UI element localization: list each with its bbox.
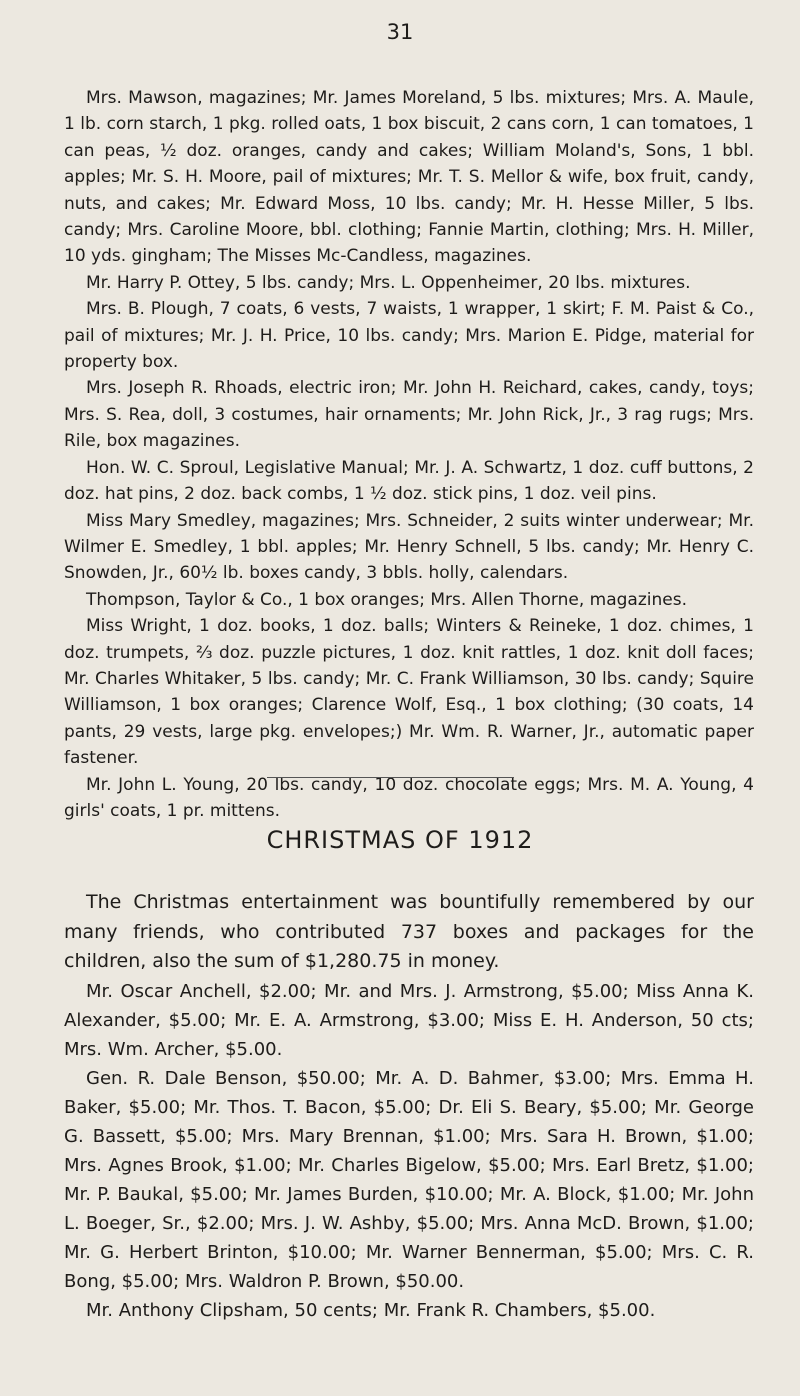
paragraph: Mrs. Mawson, magazines; Mr. James Moreland, 5 lbs. mixtures; Mrs. A. Maule, 1 lb. corn starch, 1 pkg. rolled oats, 1 box biscuit, 2 cans corn, 1 can tomatoes, 1 can peas, ½ doz. oranges, candy and cakes; William Moland's, Sons, 1 bbl. apples; Mr. S. H. Moore, pail of mixtures; Mr. T. S. Mellor & wife, box fruit, candy, nuts, and cakes; Mr. Edward Moss, 10 lbs. candy; Mr. H. Hesse Miller, 5 lbs. candy; Mrs. Caroline Moore, bbl. clothing; Fannie Martin, clothing; Mrs. H. Miller, 10 yds. gingham; The Misses Mc-Candless, magazines. — [64, 88, 754, 267]
paragraph: Mr. Harry P. Ottey, 5 lbs. candy; Mrs. L. Oppenheimer, 20 lbs. mixtures. — [86, 272, 691, 293]
donations-list — [64, 85, 754, 824]
paragraph: Gen. R. Dale Benson, $50.00; Mr. A. D. Bahmer, $3.00; Mrs. Emma H. Baker, $5.00; Mr. Thos. T. Bacon, $5.00; Dr. Eli S. Beary, $5.00; Mr. George G. Bassett, $5.00; Mrs. Mary Brennan, $1.00; Mrs. Sara H. Brown, $1.00; Mrs. Agnes Brook, $1.00; Mr. Charles Bigelow, $5.00; Mrs. Earl Bretz, $1.00; Mr. P. Baukal, $5.00; Mr. James Burden, $10.00; Mr. A. Block, $1.00; Mr. John L. Boeger, Sr., $2.00; Mrs. J. W. Ashby, $5.00; Mrs. Anna McD. Brown, $1.00; Mr. G. Herbert Brinton, $10.00; Mr. Warner Bennerman, $5.00; Mrs. C. R. Bong, $5.00; Mrs. Waldron P. Brown, $50.00. — [64, 1067, 754, 1292]
section-heading: CHRISTMAS OF 1912 — [266, 826, 534, 854]
section-divider — [267, 777, 514, 778]
paragraph: Mrs. B. Plough, 7 coats, 6 vests, 7 waists, 1 wrapper, 1 skirt; F. M. Paist & Co., pail of mixtures; Mr. J. H. Price, 10 lbs. candy; Mrs. Marion E. Pidge, material for property box. — [64, 299, 754, 373]
paragraph: Mrs. Joseph R. Rhoads, electric iron; Mr. John H. Reichard, cakes, candy, toys; Mrs. S. Rea, doll, 3 costumes, hair ornaments; Mr. John Rick, Jr., 3 rag rugs; Mrs. Rile, box magazines. — [64, 378, 754, 452]
intro-paragraph: The Christmas entertainment was bountifully remembered by our many friends, who contributed 737 boxes and packages for the children, also the sum of $1,280.75 in money. — [64, 891, 754, 972]
paragraph: Thompson, Taylor & Co., 1 box oranges; Mrs. Allen Thorne, magazines. — [86, 589, 687, 610]
paragraph: Miss Mary Smedley, magazines; Mrs. Schneider, 2 suits winter underwear; Mr. Wilmer E. Smedley, 1 bbl. apples; Mr. Henry Schnell, 5 lbs. candy; Mr. Henry C. Snowden, Jr., 60½ lb. boxes candy, 3 bbls. holly, calendars. — [64, 510, 754, 584]
page-number: 31 — [386, 20, 414, 44]
paragraph: Hon. W. C. Sproul, Legislative Manual; Mr. J. A. Schwartz, 1 doz. cuff buttons, 2 doz. hat pins, 2 doz. back combs, 1 ½ doz. stick pins, 1 doz. veil pins. — [64, 457, 754, 505]
paragraph: Mr. Oscar Anchell, $2.00; Mr. and Mrs. J. Armstrong, $5.00; Miss Anna K. Alexander, $5.00; Mr. E. A. Armstrong, $3.00; Miss E. H. Anderson, 50 cts; Mrs. Wm. Archer, $5.00. — [64, 980, 754, 1060]
paragraph: Mr. John L. Young, 20 lbs. candy, 10 doz. chocolate eggs; Mrs. M. A. Young, 4 girls' coats, 1 pr. mittens. — [64, 774, 754, 821]
paragraph: Mr. Anthony Clipsham, 50 cents; Mr. Frank R. Chambers, $5.00. — [86, 1299, 656, 1321]
paragraph: Miss Wright, 1 doz. books, 1 doz. balls; Winters & Reineke, 1 doz. chimes, 1 doz. trumpets, ⅔ doz. puzzle pictures, 1 doz. knit rattles, 1 doz. knit doll faces; Mr. Charles Whitaker, 5 lbs. candy; Mr. C. Frank Williamson, 30 lbs. candy; Squire Williamson, 1 box oranges; Clarence Wolf, Esq., 1 box clothing; (30 coats, 14 pants, 29 vests, large pkg. envelopes;) Mr. Wm. R. Warner, Jr., automatic paper fastener. — [64, 616, 754, 769]
christmas-contributions — [64, 888, 754, 1325]
